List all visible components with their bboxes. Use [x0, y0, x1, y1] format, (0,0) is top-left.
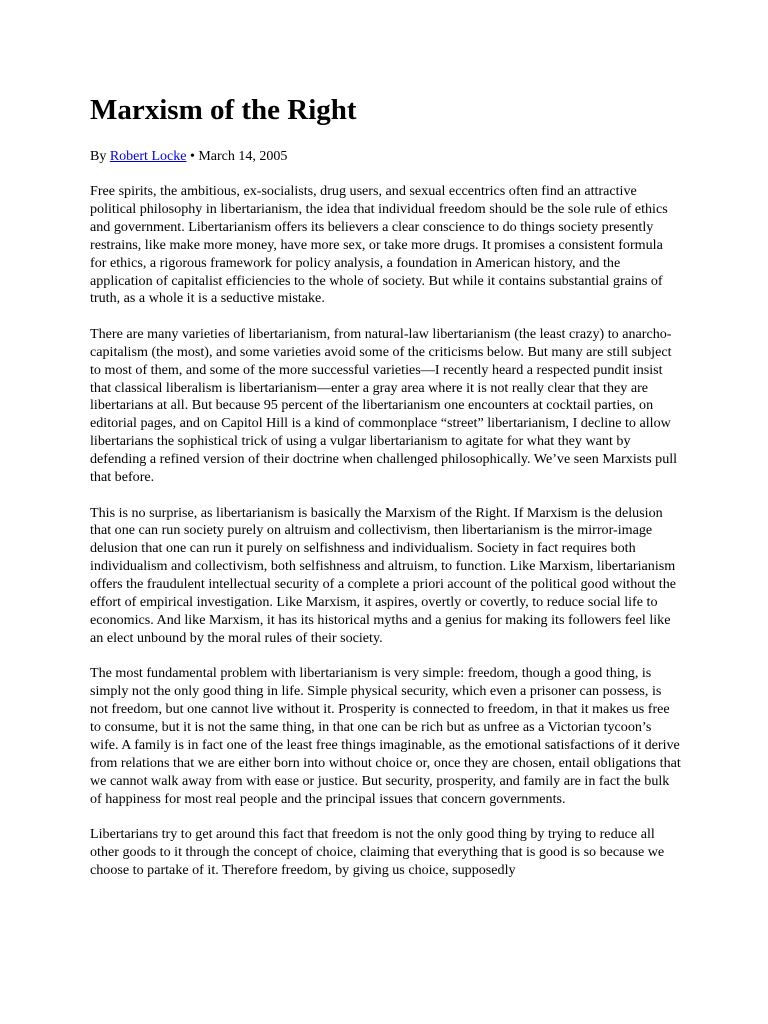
paragraph: The most fundamental problem with libertarianism is very simple: freedom, though a good thing, is simply not the only good thing in life. Simple physical security, which even a prisoner can possess, is not freedom, but one cannot live without it. Prosperity is connected to freedom, in that it makes us free to consume, but it is not the same thing, in that one can be rich but as unfree as a Victorian tycoon’s wife. A family is in fact one of the least free things imaginable, as the emotional satisfactions of it derive from relations that we are either born into without choice or, once they are chosen, entail obligations that we cannot walk away from with ease or justice. But security, prosperity, and family are in fact the bulk of happiness for most real people and the principal issues that concern governments.	[90, 665, 681, 807]
article-title: Marxism of the Right	[90, 94, 357, 126]
article-body	[90, 183, 682, 897]
byline-separator: •	[189, 149, 195, 164]
author-link[interactable]: Robert Locke	[109, 149, 187, 164]
publish-date: March 14, 2005	[198, 149, 288, 164]
byline	[90, 148, 287, 166]
paragraph: Free spirits, the ambitious, ex-socialists, drug users, and sexual eccentrics often find an attractive political philosophy in libertarianism, the idea that individual freedom should be the sole rule of ethics and government. Libertarianism offers its believers a clear conscience to do things society presently restrains, like make more money, have more sex, or take more drugs. It promises a consistent formula for ethics, a rigorous framework for policy analysis, a foundation in American history, and the application of capitalist efficiencies to the whole of society. But while it contains substantial grains of truth, as a whole it is a seductive mistake.	[90, 183, 668, 307]
byline-prefix: By	[90, 149, 107, 164]
paragraph: This is no surprise, as libertarianism is basically the Marxism of the Right. If Marxism is the delusion that one can run society purely on altruism and collectivism, then libertarianism is the mirror-image delusion that one can run it purely on selfishness and individualism. Society in fact requires both individualism and collectivism, both selfishness and altruism, to function. Like Marxism, libertarianism offers the fraudulent intellectual security of a complete a priori account of the political good without the effort of empirical investigation. Like Marxism, it aspires, overtly or covertly, to reduce social life to economics. And like Marxism, it has its historical myths and a genius for making its followers feel like an elect unbound by the moral rules of their society.	[90, 504, 676, 646]
paragraph: Libertarians try to get around this fact that freedom is not the only good thing by trying to reduce all other goods to it through the concept of choice, claiming that everything that is good is so because we choose to partake of it. Therefore freedom, by giving us choice, supposedly	[90, 826, 665, 878]
paragraph: There are many varieties of libertarianism, from natural-law libertarianism (the least crazy) to anarcho-capitalism (the most), and some varieties avoid some of the criticisms below. But many are still subject to most of them, and some of the more successful varieties—I recently heard a respected pundit insist that classical liberalism is libertarianism—enter a gray area where it is not really clear that they are libertarians at all. But because 95 percent of the libertarianism one encounters at cocktail parties, on editorial pages, and on Capitol Hill is a kind of commonplace “street” libertarianism, I decline to allow libertarians the sophistical trick of using a vulgar libertarianism to agitate for what they want by defending a refined version of their doctrine when challenged philosophically. We’ve seen Marxists pull that before.	[90, 325, 678, 486]
